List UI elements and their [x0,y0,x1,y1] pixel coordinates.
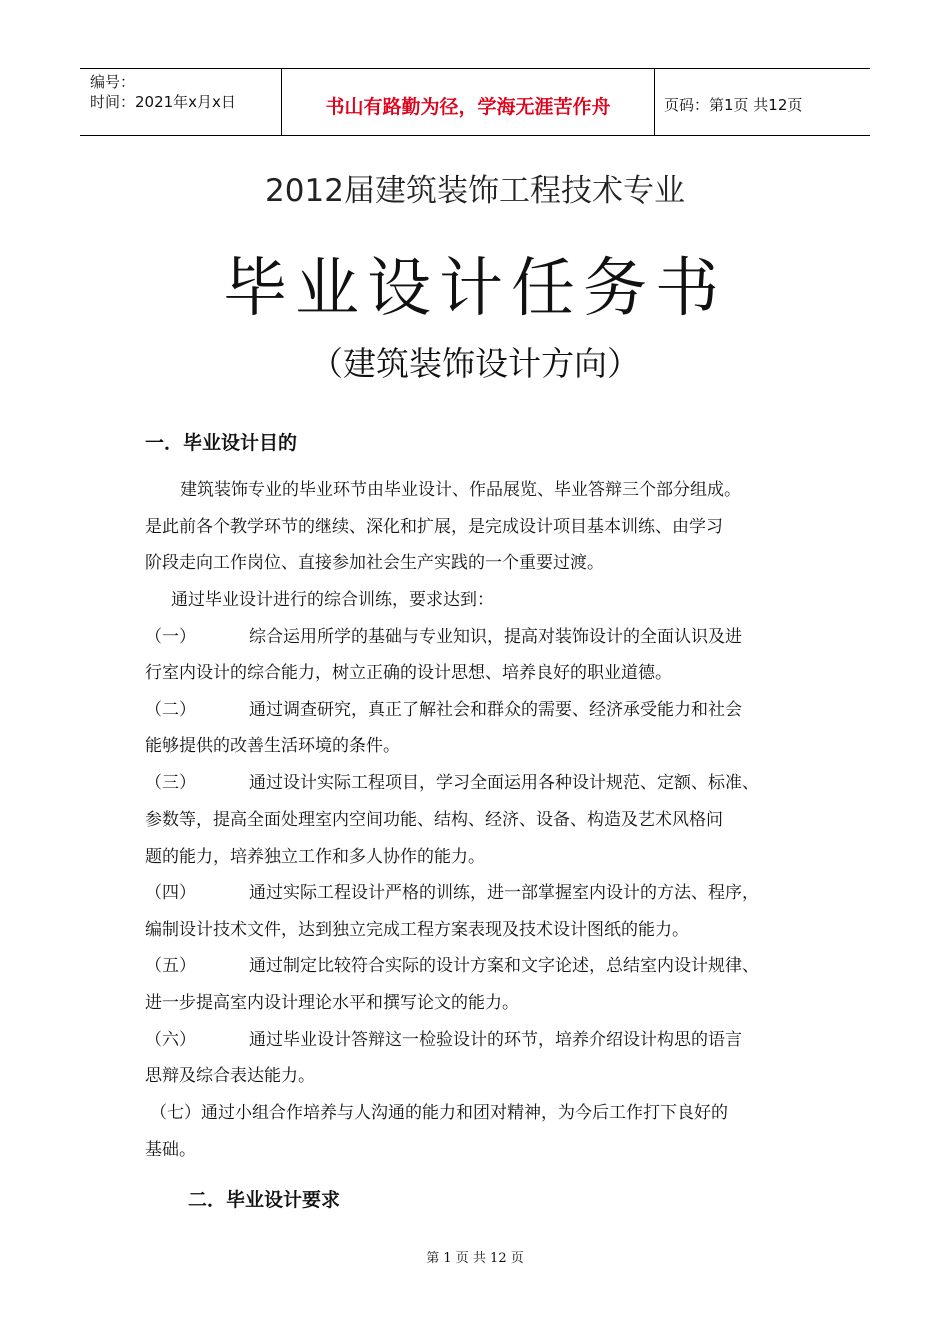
title-major: 2012届建筑装饰工程技术专业 [265,173,685,209]
para1-line: 建筑装饰专业的毕业环节由毕业设计、作品展览、毕业答辩三个部分组成。 [180,480,741,500]
section2-heading: 二．毕业设计要求 [188,1189,341,1211]
list-item-continuation: 进一步提高室内设计理论水平和撰写论文的能力。 [145,993,519,1013]
list-item-continuation: 编制设计技术文件，达到独立完成工程方案表现及技术设计图纸的能力。 [145,920,689,940]
header-divider-right [654,68,655,136]
list-item-text: 通过调查研究，真正了解社会和群众的需要、经济承受能力和社会 [249,700,742,720]
para2: 通过毕业设计进行的综合训练，要求达到： [171,590,494,610]
list-item-text: 通过实际工程设计严格的训练，进一部掌握室内设计的方法、程序， [249,883,759,903]
list-item [145,625,742,649]
title-direction: （建筑装饰设计方向） [310,344,640,383]
list-item-label: （五） [145,956,196,976]
header-bottom-border [80,135,870,136]
list-item-label: （六） [145,1030,196,1050]
list-item-text: 综合运用所学的基础与专业知识，提高对装饰设计的全面认识及进 [249,627,742,647]
list-item [145,954,759,978]
header-motto: 书山有路勤为径，学海无涯苦作舟 [325,96,611,118]
list-item [145,1028,742,1052]
section1-heading: 一．毕业设计目的 [145,432,298,454]
page-footer: 第 1 页 共 12 页 [426,1251,524,1266]
list-item-continuation: 能够提供的改善生活环境的条件。 [145,736,400,756]
list-item-label: （四） [145,883,196,903]
list-item-continuation: 基础。 [145,1140,196,1160]
header-time-label: 时间：2021年x月x日 [90,93,236,111]
list-item-text: 通过制定比较符合实际的设计方案和文字论述，总结室内设计规律、 [249,956,759,976]
list-item-continuation: 参数等，提高全面处理室内空间功能、结构、经济、设备、构造及艺术风格问 [145,810,723,830]
header-top-border [80,68,870,69]
header-divider-left [281,68,282,136]
list-item-text: 通过毕业设计答辩这一检验设计的环节，培养介绍设计构思的语言 [249,1030,742,1050]
list-item [145,771,759,795]
list-item-continuation: 思辩及综合表达能力。 [145,1066,315,1086]
list-item: （七）通过小组合作培养与人沟通的能力和团对精神，为今后工作打下良好的 [150,1103,728,1123]
header-number-label: 编号： [90,73,136,91]
list-item [145,698,742,722]
header-page-info: 页码：第1页 共12页 [664,96,803,114]
list-item-label: （一） [145,627,196,647]
title-main: 毕业设计任务书 [223,252,727,326]
list-item-text: 通过设计实际工程项目，学习全面运用各种设计规范、定额、标准、 [249,773,759,793]
list-item-continuation: 题的能力，培养独立工作和多人协作的能力。 [145,847,485,867]
list-item [145,881,759,905]
list-item-continuation: 行室内设计的综合能力，树立正确的设计思想、培养良好的职业道德。 [145,663,672,683]
list-item-label: （二） [145,700,196,720]
para1-line: 是此前各个教学环节的继续、深化和扩展，是完成设计项目基本训练、由学习 [145,517,723,537]
para1-line: 阶段走向工作岗位、直接参加社会生产实践的一个重要过渡。 [145,553,604,573]
list-item-label: （三） [145,773,196,793]
